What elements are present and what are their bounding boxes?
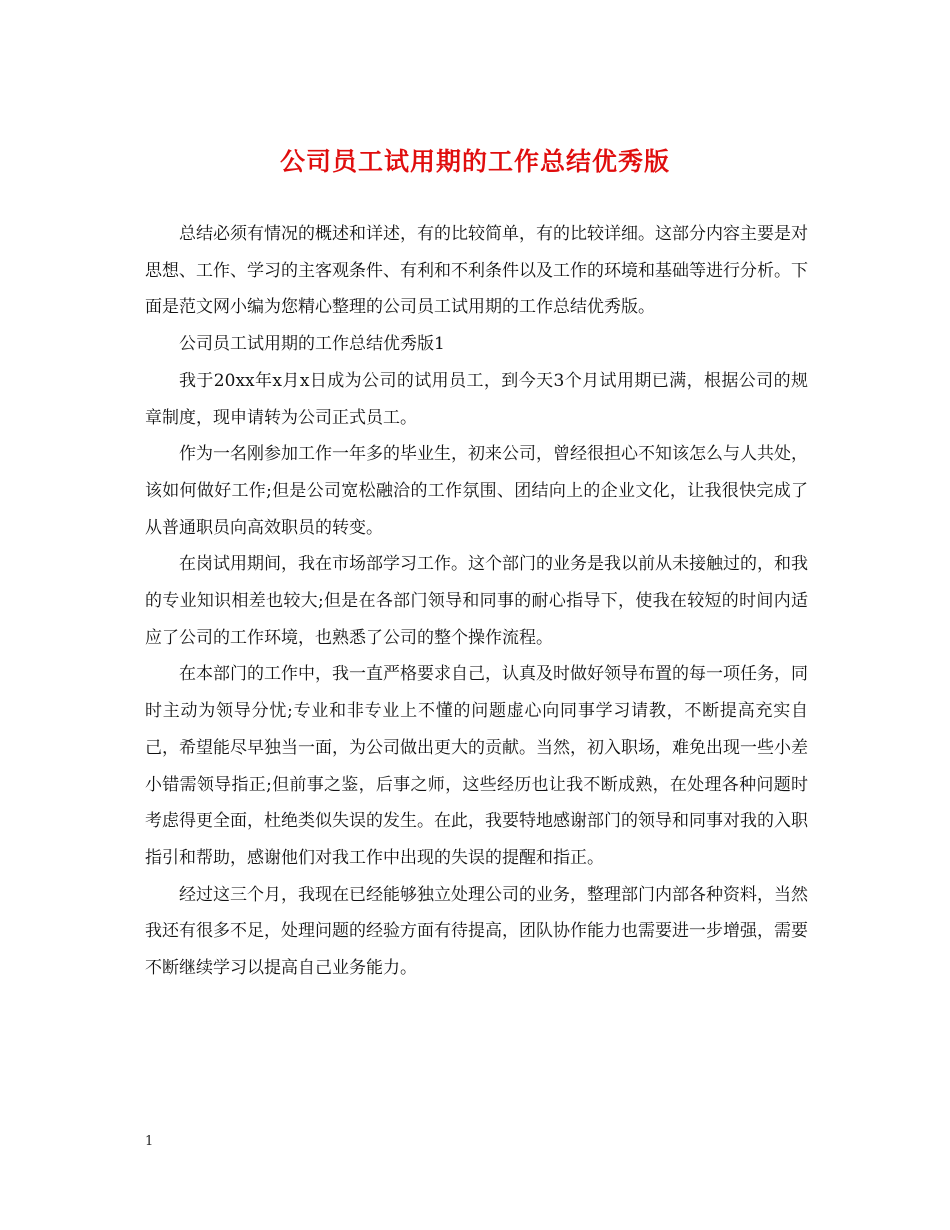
document-body bbox=[145, 216, 808, 987]
section-heading: 公司员工试用期的工作总结优秀版1 bbox=[179, 334, 445, 355]
paragraph-marketing-dept: 在岗试用期间，我在市场部学习工作。这个部门的业务是我以前从未接触过的，和我的专业知识相差也较大;但是在各部门领导和同事的耐心指导下，使我在较短的时间内适应了公司的工作环境，也熟悉了公司的整个操作流程。 bbox=[145, 554, 808, 648]
paragraph-conclusion: 经过这三个月，我现在已经能够独立处理公司的业务，整理部门内部各种资料，当然我还有很多不足，处理问题的经验方面有待提高，团队协作能力也需要进一步增强，需要不断继续学习以提高自己业务能力。 bbox=[145, 884, 808, 979]
paragraph-intro: 总结必须有情况的概述和详述，有的比较简单，有的比较详细。这部分内容主要是对思想、工作、学习的主客观条件、有利和不利条件以及工作的环境和基础等进行分析。下面是范文网小编为您精心整理的公司员工试用期的工作总结优秀版。 bbox=[145, 224, 808, 318]
page-number: 1 bbox=[145, 1134, 154, 1149]
paragraph-application: 我于20xx年x月x日成为公司的试用员工，到今天3个月试用期已满，根据公司的规章制度，现申请转为公司正式员工。 bbox=[145, 370, 808, 428]
paragraph-adaptation: 作为一名刚参加工作一年多的毕业生，初来公司，曾经很担心不知该怎么与人共处，该如何做好工作;但是公司宽松融洽的工作氛围、团结向上的企业文化，让我很快完成了从普通职员向高效职员的转变。 bbox=[145, 444, 808, 538]
paragraph-work-attitude: 在本部门的工作中，我一直严格要求自己，认真及时做好领导布置的每一项任务，同时主动为领导分忧;专业和非专业上不懂的问题虚心向同事学习请教，不断提高充实自己，希望能尽早独当一面，为公司做出更大的贡献。当然，初入职场，难免出现一些小差小错需领导指正;但前事之鉴，后事之师，这些经历也让我不断成熟，在处理各种问题时考虑得更全面，杜绝类似失误的发生。在此，我要特地感谢部门的领导和同事对我的入职指引和帮助，感谢他们对我工作中出现的失误的提醒和指正。 bbox=[145, 664, 808, 868]
document-title: 公司员工试用期的工作总结优秀版 bbox=[279, 147, 670, 176]
